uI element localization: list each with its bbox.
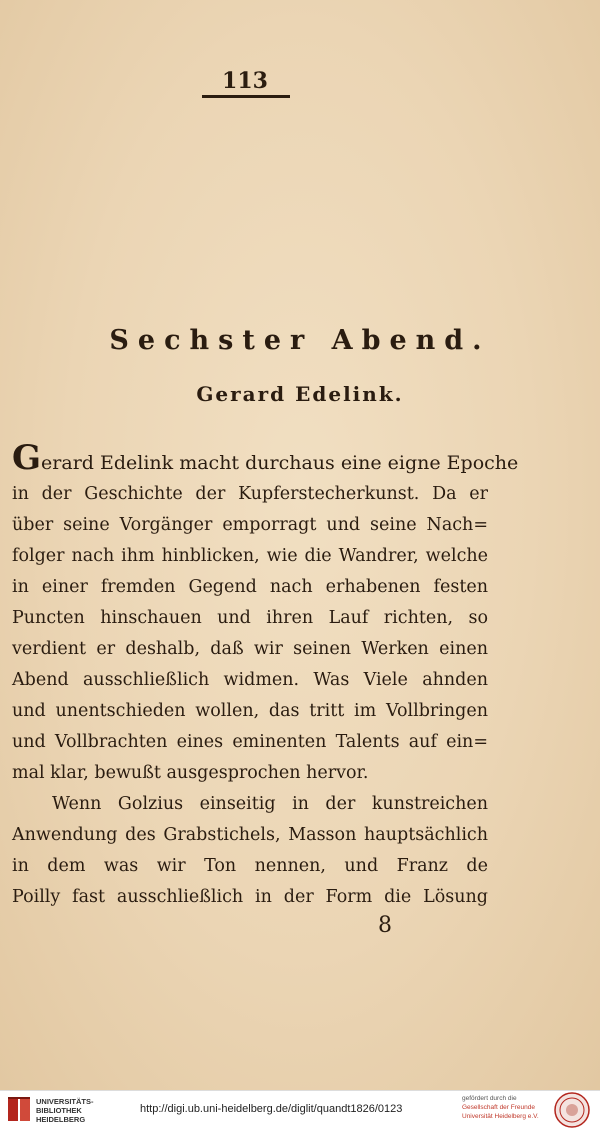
header-rule xyxy=(202,95,290,98)
university-seal-icon xyxy=(554,1092,590,1128)
permalink-url[interactable]: http://digi.ub.uni-heidelberg.de/diglit/quandt1826/0123 xyxy=(140,1103,403,1115)
library-name: UNIVERSITÄTS- BIBLIOTHEK HEIDELBERG xyxy=(36,1097,94,1124)
text-line: Gerard Edelink macht durchaus eine eigne Epoche xyxy=(12,438,519,478)
chapter-title: Sechster Abend. xyxy=(109,325,491,356)
text-line: Anwendung des Grabstichels, Masson hauptsächlich xyxy=(12,825,488,845)
viewer-footer xyxy=(0,1090,600,1131)
text-line: und Vollbrachten eines eminenten Talents auf ein= xyxy=(12,732,488,752)
text-line: in dem was wir Ton nennen, und Franz de xyxy=(12,856,488,876)
text-line: in der Geschichte der Kupferstecherkunst. Da er xyxy=(12,484,488,504)
body-text xyxy=(12,438,519,913)
chapter-subtitle: Gerard Edelink. xyxy=(196,382,404,406)
page-number: 113 xyxy=(222,68,268,94)
text-line: verdient er deshalb, daß wir seinen Werken einen xyxy=(12,639,488,659)
text-line: folger nach ihm hinblicken, wie die Wandrer, welche xyxy=(12,546,488,566)
text-line: in einer fremden Gegend nach erhabenen festen xyxy=(12,577,488,597)
text-line: Wenn Golzius einseitig in der kunstreichen xyxy=(52,794,488,814)
text-line: und unentschieden wollen, das tritt im Vollbringen xyxy=(12,701,488,721)
library-logo-icon[interactable] xyxy=(6,1095,32,1125)
drop-cap: G xyxy=(12,438,42,478)
text-line: Puncten hinschauen und ihren Lauf richten, so xyxy=(12,608,488,628)
text-line: Poilly fast ausschließlich in der Form die Lösung xyxy=(12,887,488,907)
sponsor-credit: gefördert durch die Gesellschaft der Freunde Universität Heidelberg e.V. xyxy=(462,1095,539,1120)
text-line: Abend ausschließlich widmen. Was Viele ahnden xyxy=(12,670,488,690)
text-line: mal klar, bewußt ausgesprochen hervor. xyxy=(12,763,369,783)
text-line: über seine Vorgänger emporragt und seine Nach= xyxy=(12,515,488,535)
signature-mark: 8 xyxy=(378,913,392,938)
